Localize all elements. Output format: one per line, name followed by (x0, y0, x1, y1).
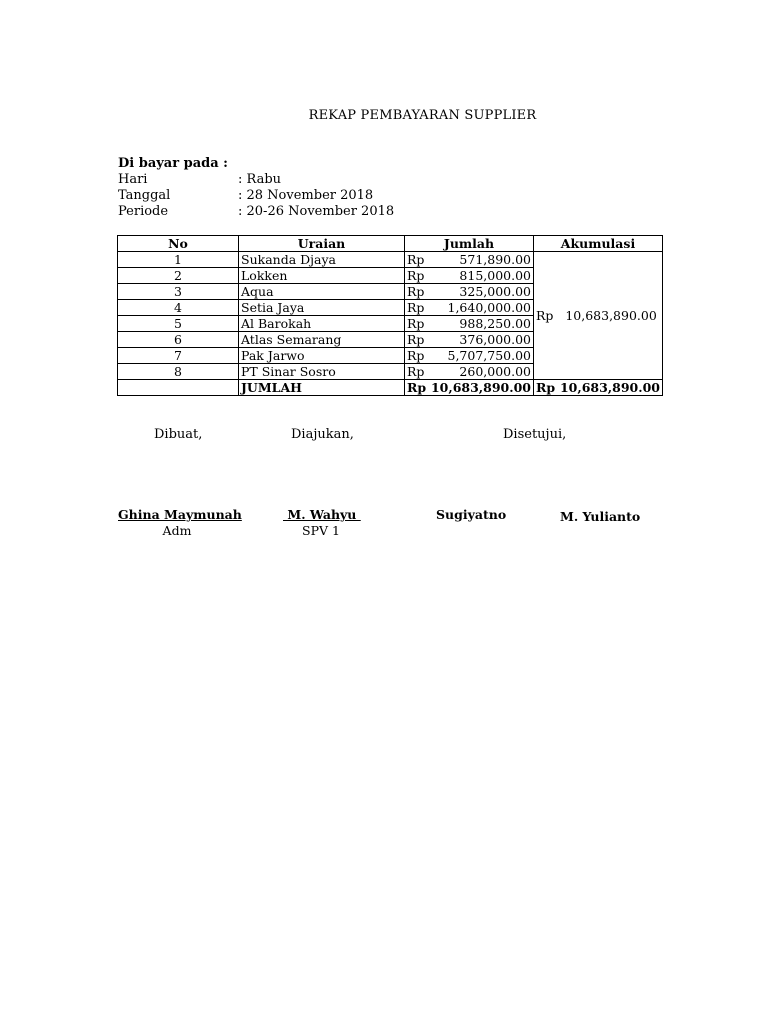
signer-name: Sugiyatno (436, 507, 507, 522)
info-label-tanggal: Tanggal (118, 188, 171, 203)
currency-label: Rp (407, 348, 425, 363)
currency-label: Rp (407, 252, 425, 267)
currency-label: Rp (536, 380, 556, 395)
row-no: 5 (118, 316, 239, 332)
currency-label: Rp (536, 308, 554, 323)
info-value-periode: : 20-26 November 2018 (238, 204, 395, 219)
info-label-hari: Hari (118, 172, 148, 187)
akumulasi-value: 10,683,890.00 (565, 308, 657, 323)
row-no: 1 (118, 252, 239, 268)
total-no-cell (118, 380, 239, 396)
row-uraian: Al Barokah (239, 316, 405, 332)
row-no: 6 (118, 332, 239, 348)
row-no: 3 (118, 284, 239, 300)
amount-value: 1,640,000.00 (447, 300, 531, 315)
info-value-hari: : Rabu (238, 172, 282, 187)
row-uraian: Sukanda Djaya (239, 252, 405, 268)
table-row (118, 252, 663, 268)
row-jumlah (405, 364, 534, 380)
header-no: No (118, 236, 239, 252)
row-jumlah (405, 316, 534, 332)
signer-name: M. Yulianto (560, 509, 641, 524)
currency-label: Rp (407, 316, 425, 331)
currency-label: Rp (407, 380, 427, 395)
row-jumlah (405, 348, 534, 364)
amount-value: 260,000.00 (459, 364, 531, 379)
row-no: 2 (118, 268, 239, 284)
total-jumlah (405, 380, 534, 396)
currency-label: Rp (407, 332, 425, 347)
label-dibuat: Dibuat, (154, 427, 203, 442)
info-label-periode: Periode (118, 204, 169, 219)
signer-name: M. Wahyu (283, 507, 361, 522)
row-jumlah (405, 252, 534, 268)
currency-label: Rp (407, 300, 425, 315)
row-jumlah (405, 300, 534, 316)
header-jumlah: Jumlah (405, 236, 534, 252)
row-jumlah (405, 284, 534, 300)
amount-value: 325,000.00 (459, 284, 531, 299)
total-jumlah-value: 10,683,890.00 (430, 380, 531, 395)
row-no: 8 (118, 364, 239, 380)
label-disetujui: Disetujui, (503, 427, 567, 442)
currency-label: Rp (407, 284, 425, 299)
row-uraian: PT Sinar Sosro (239, 364, 405, 380)
signer-role: Adm (162, 523, 192, 538)
amount-value: 376,000.00 (459, 332, 531, 347)
header-uraian: Uraian (239, 236, 405, 252)
signer-name: Ghina Maymunah (118, 507, 242, 522)
amount-value: 815,000.00 (459, 268, 531, 283)
payment-table (117, 235, 663, 396)
payment-heading: Di bayar pada : (118, 156, 228, 171)
row-no: 4 (118, 300, 239, 316)
amount-value: 5,707,750.00 (447, 348, 531, 363)
row-jumlah (405, 332, 534, 348)
amount-value: 571,890.00 (459, 252, 531, 267)
total-akumulasi-value: 10,683,890.00 (559, 380, 660, 395)
currency-label: Rp (407, 364, 425, 379)
table-header-row (118, 236, 663, 252)
currency-label: Rp (407, 268, 425, 283)
signer-role: SPV 1 (302, 523, 340, 538)
row-uraian: Atlas Semarang (239, 332, 405, 348)
row-uraian: Lokken (239, 268, 405, 284)
header-akumulasi: Akumulasi (534, 236, 663, 252)
total-row (118, 380, 663, 396)
document-title: REKAP PEMBAYARAN SUPPLIER (308, 108, 537, 123)
label-diajukan: Diajukan, (291, 427, 354, 442)
amount-value: 988,250.00 (459, 316, 531, 331)
row-uraian: Setia Jaya (239, 300, 405, 316)
total-label: JUMLAH (239, 380, 405, 396)
info-value-tanggal: : 28 November 2018 (238, 188, 374, 203)
row-no: 7 (118, 348, 239, 364)
row-uraian: Aqua (239, 284, 405, 300)
total-akumulasi (534, 380, 663, 396)
row-uraian: Pak Jarwo (239, 348, 405, 364)
akumulasi-cell (534, 252, 663, 380)
row-jumlah (405, 268, 534, 284)
